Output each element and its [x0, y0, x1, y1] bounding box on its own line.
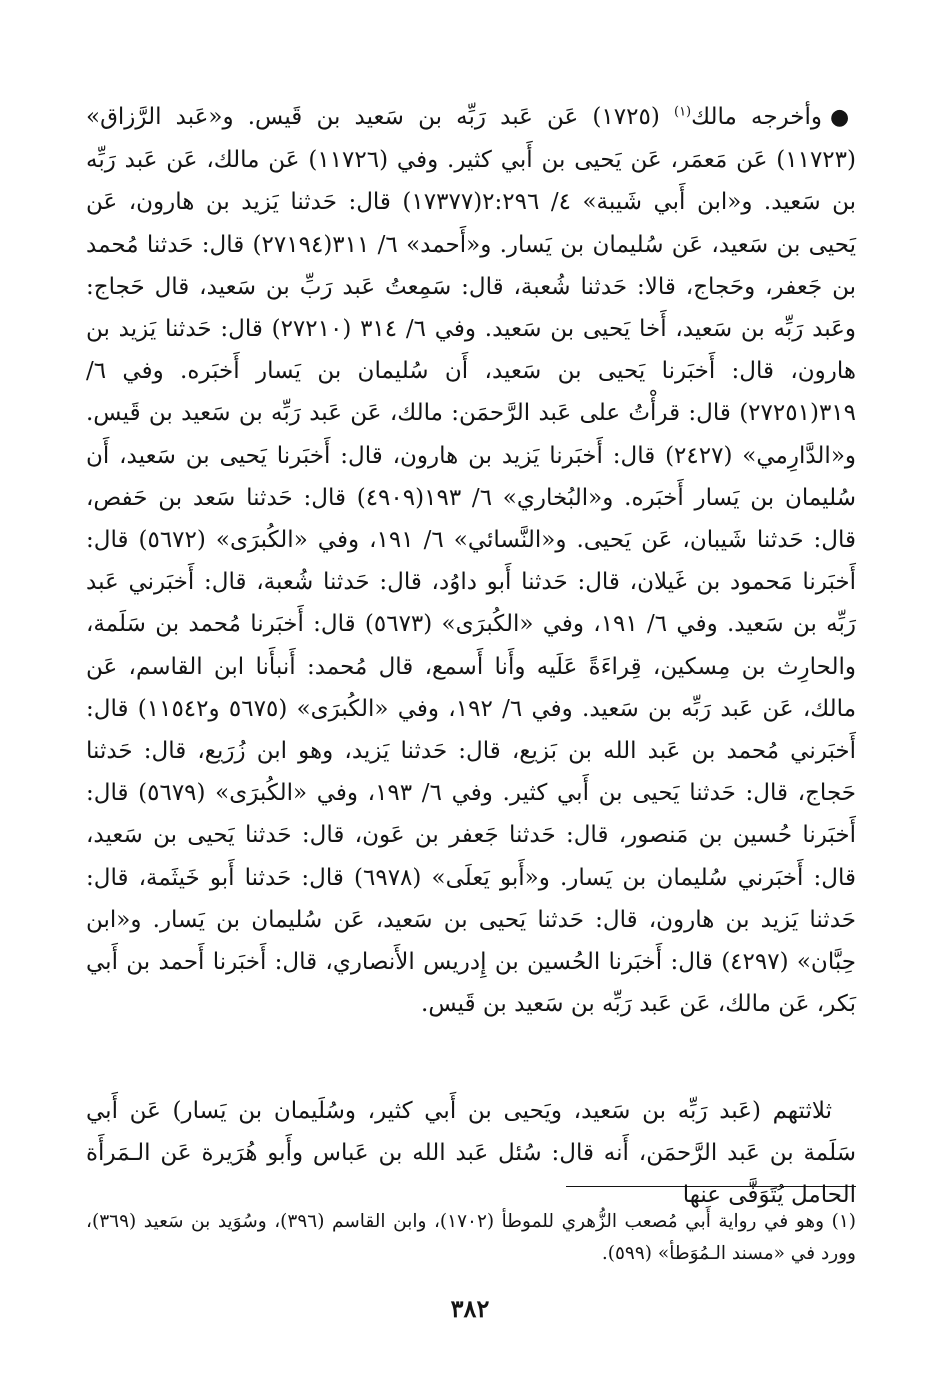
- main-paragraph-opening: وأخرجه مالك: [691, 104, 822, 130]
- main-paragraph: [86, 96, 856, 1025]
- bullet-icon: ●: [829, 105, 857, 130]
- main-paragraph-text: (١٧٢٥) عَن عَبد رَبِّه بن سَعيد بن قَيس. و«عَبد الرَّزاق» (١١٧٢٣) عَن مَعمَر، عَن يَحيى بن أَبي كثير. وفي (١١٧٢٦) عَن مالك، عَن عَبد رَبِّه بن سَعيد. و«ابن أَبي شَيبة» ٤/ ٢:٢٩٦(١٧٣٧٧) قال: حَدثنا يَزيد بن هارون، عَن يَحيى بن سَعيد، عَن سُليمان بن يَسار. و«أَحمد» ٦/ ٣١١(٢٧١٩٤) قال: حَدثنا مُحمد بن جَعفر، وحَجاج، قالا: حَدثنا شُعبة، قال: سَمِعتُ عَبد رَبِّ بن سَعيد، قال حَجاج: وعَبد رَبِّه بن سَعيد، أَخا يَحيى بن سَعيد. وفي ٦/ ٣١٤ (٢٧٢١٠) قال: حَدثنا يَزيد بن هارون، قال: أَخبَرنا يَحيى بن سَعيد، أَن سُليمان بن يَسار أَخبَره. وفي ٦/ ٣١٩(٢٧٢٥١) قال: قرأْتُ على عَبد الرَّحمَن: مالك، عَن عَبد رَبِّه بن سَعيد بن قَيس. و«الدَّارِمي» (٢٤٢٧) قال: أَخبَرنا يَزيد بن هارون، قال: أَخبَرنا يَحيى بن سَعيد، أَن سُليمان بن يَسار أَخبَره. و«البُخاري» ٦/ ١٩٣(٤٩٠٩) قال: حَدثنا سَعد بن حَفص، قال: حَدثنا شَيبان، عَن يَحيى. و«النَّسائي» ٦/ ١٩١، وفي «الكُبرَى» (٥٦٧٢) قال: أَخبَرنا مَحمود بن غَيلان، قال: حَدثنا أَبو داوُد، قال: حَدثنا شُعبة، قال: أَخبَرني عَبد رَبِّه بن سَعيد. وفي ٦/ ١٩١، وفي «الكُبرَى» (٥٦٧٣) قال: أَخبَرنا مُحمد بن سَلَمة، والحارِث بن مِسكين، قِراءَةً عَلَيه وأَنا أَسمع، قال مُحمد: أَنبأَنا ابن القاسم، عَن مالك، عَن عَبد رَبِّه بن سَعيد. وفي ٦/ ١٩٢، وفي «الكُبرَى» (٥٦٧٥ و١١٥٤٢) قال: أَخبَرني مُحمد بن عَبد الله بن بَزيع، قال: حَدثنا يَزيد، وهو ابن زُرَيع، قال: حَدثنا حَجاج، قال: حَدثنا يَحيى بن أَبي كثير. وفي ٦/ ١٩٣، وفي «الكُبرَى» (٥٦٧٩) قال: أَخبَرنا حُسين بن مَنصور، قال: حَدثنا جَعفر بن عَون، قال: حَدثنا يَحيى بن سَعيد، قال: أَخبَرني سُليمان بن يَسار. و«أَبو يَعلَى» (٦٩٧٨) قال: حَدثنا أَبو خَيثَمة، قال: حَدثنا يَزيد بن هارون، قال: حَدثنا يَحيى بن سَعيد، عَن سُليمان بن يَسار. و«ابن حِبَّان» (٤٢٩٧) قال: أَخبَرنا الحُسين بن إِدريس الأَنصاري، قال: أَخبَرنا أَحمد بن أَبي بَكر، عَن مالك، عَن عَبد رَبِّه بن سَعيد بن قَيس.: [86, 104, 857, 1018]
- page-number: ٣٨٢: [450, 1294, 490, 1323]
- footnote-reference[interactable]: (١): [673, 104, 692, 120]
- footnote-text: (١) وهو في رواية أَبي مُصعب الزُّهري للموطأ (١٧٠٢)، وابن القاسم (٣٩٦)، وسُوَيد بن سَعيد (٣٦٩)، وورد في «مسند الـمُوَطأ» (٥٩٩).: [86, 1211, 856, 1264]
- footnote-separator: [566, 1186, 856, 1187]
- second-paragraph: ثلاثتهم (عَبد رَبِّه بن سَعيد، ويَحيى بن أَبي كثير، وسُلَيمان بن يَسار) عَن أَبي سَلَمة بن عَبد الرَّحمَن، أَنه قال: سُئل عَبد الله بن عَباس وأَبو هُرَيرة عَن الـمَرأَة الحامل يُتَوَفَّى عنها: [86, 1098, 856, 1209]
